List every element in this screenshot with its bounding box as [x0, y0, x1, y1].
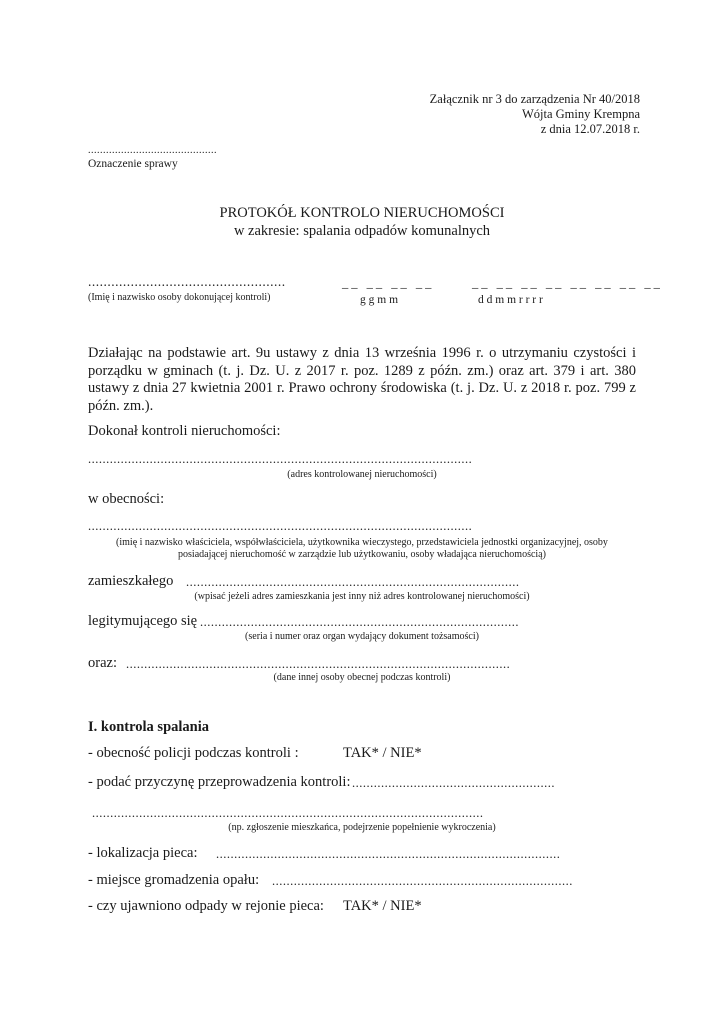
police-presence-options: TAK* / NIE* — [343, 745, 422, 761]
document-subtitle: w zakresie: spalania odpadów komunalnych — [233, 223, 491, 239]
waste-near-stove-options: TAK* / NIE* — [343, 898, 422, 914]
residing-dots: ............................................................................................ — [186, 575, 520, 589]
annex-line-1: Załącznik nr 3 do zarządzenia Nr 40/2018 — [429, 92, 640, 106]
police-presence-label: - obecność policji podczas kontroli : — [88, 745, 299, 761]
time-field-labels: g g m m — [360, 294, 399, 306]
section-1-heading: I. kontrola spalania — [88, 719, 210, 735]
presence-heading: w obecności: — [88, 491, 165, 507]
reason-dots: ........................................................ — [352, 776, 555, 790]
other-person-label: oraz: — [88, 655, 117, 671]
id-document-hint: (seria i numer oraz organ wydający dokument tożsamości) — [245, 631, 479, 642]
inspection-heading: Dokonał kontroli nieruchomości: — [88, 423, 281, 439]
waste-near-stove-label: - czy ujawniono odpady w rejonie pieca: — [88, 898, 324, 914]
case-mark-dots: ........................................... — [88, 145, 217, 156]
time-fields: __ __ __ __ — [342, 276, 435, 290]
id-document-label: legitymującego się — [88, 613, 198, 629]
address-hint: (adres kontrolowanej nieruchomości) — [287, 469, 437, 480]
annex-line-2: Wójta Gminy Krempna — [521, 107, 640, 121]
presence-hint-1: (imię i nazwisko właściciela, współwłaściciela, użytkownika wieczystego, przedstawiciela jednostki organizacyjnej, osoby — [116, 537, 608, 548]
annex-line-3: z dnia 12.07.2018 r. — [540, 122, 640, 136]
date-field-labels: d d m m r r r r — [478, 294, 543, 306]
other-person-hint: (dane innej osoby obecnej podczas kontroli) — [273, 672, 451, 683]
case-mark-label: Oznaczenie sprawy — [88, 158, 178, 170]
stove-location-label: - lokalizacja pieca: — [88, 845, 198, 861]
presence-dots: .......................................................................................................... — [88, 519, 473, 533]
annex-reference — [380, 92, 640, 137]
reason-dots-line-2: ............................................................................................................ — [92, 806, 484, 820]
fuel-storage-dots: ................................................................................... — [272, 874, 573, 888]
reason-label: - podać przyczynę przeprowadzenia kontroli: — [88, 774, 351, 790]
fuel-storage-label: - miejsce gromadzenia opału: — [88, 872, 260, 888]
inspector-label: (Imię i nazwisko osoby dokonującej kontroli) — [88, 292, 271, 303]
reason-hint: (np. zgłoszenie mieszkańca, podejrzenie popełnienie wykroczenia) — [228, 822, 496, 833]
presence-hint-2: posiadającej nieruchomość w zarządzie lub użytkowaniu, osoby władająca nieruchomością) — [178, 549, 546, 560]
address-dots: .......................................................................................................... — [88, 452, 473, 466]
residing-hint: (wpisać jeżeli adres zamieszkania jest inny niż adres kontrolowanej nieruchomości) — [194, 591, 530, 602]
other-person-dots: .......................................................................................................... — [126, 657, 511, 671]
legal-basis-paragraph: Działając na podstawie art. 9u ustawy z dnia 13 września 1996 r. o utrzymaniu czystości i porządku w gminach (t. j. Dz. U. z 2017 r. poz. 1289 z późn. zm.) oraz art. 379 i art. 380 ustawy z dnia 27 kwietnia 2001 r. Prawo ochrony środowiska (t. j. Dz. U. z 2018 r. poz. 799 z późn. zm.). — [88, 345, 636, 414]
residing-label: zamieszkałego — [88, 573, 174, 589]
document-title: PROTOKÓŁ KONTROLO NIERUCHOMOŚCI — [219, 205, 505, 221]
stove-location-dots: ............................................................................................... — [216, 847, 561, 861]
inspector-dots: ................................................... — [88, 274, 286, 289]
date-fields: __ __ __ __ __ __ __ __ — [472, 276, 663, 290]
id-document-dots: ........................................................................................ — [200, 615, 519, 629]
